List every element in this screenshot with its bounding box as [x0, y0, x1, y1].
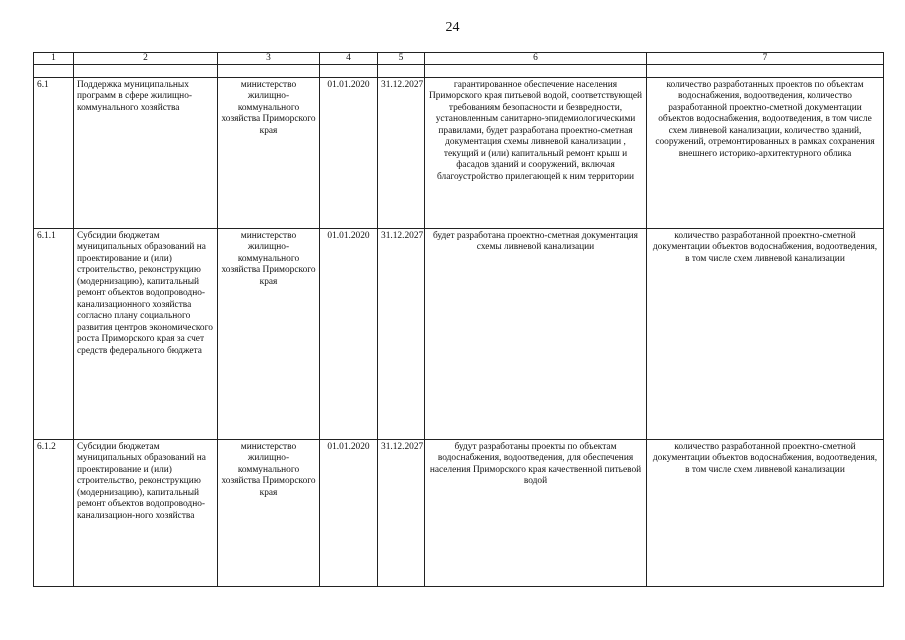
- column-number-row: [34, 53, 884, 65]
- column-number: 6: [425, 53, 647, 65]
- table-row: [34, 229, 884, 440]
- column-number: 3: [218, 53, 320, 65]
- indicator: количество разработанных проектов по объектам водоснабжения, водоотведения, количество разработанной проектно-сметной документации объектов водоснабжения, водоотведения, в том числе схем ливневой канализации, количество зданий, сооружений, отремонтированных в рамках сохранения внешнего историко-архитектурного облика: [647, 78, 884, 229]
- table-row: [34, 78, 884, 229]
- indicator: количество разработанной проектно-сметной документации объектов водоснабжения, водоотведения, в том числе схем ливневой канализации: [647, 229, 884, 440]
- executor: министерство жилищно-коммунального хозяйства Приморского края: [218, 78, 320, 229]
- expected-result: будут разработаны проекты по объектам водоснабжения, водоотведения, для обеспечения населения Приморского края качественной питьевой водой: [425, 440, 647, 587]
- page-number: 24: [445, 20, 460, 35]
- row-number: 6.1.2: [34, 440, 74, 587]
- column-number: 1: [34, 53, 74, 65]
- table-row: [34, 440, 884, 587]
- column-number: 4: [320, 53, 378, 65]
- executor: министерство жилищно-коммунального хозяйства Приморского края: [218, 440, 320, 587]
- expected-result: гарантированное обеспечение населения Приморского края питьевой водой, соответствующей требованиям безопасности и безвредности, установленным санитарно-эпидемиологическими правилами, будет разработана проектно-сметная документация схемы ливневой канализации , текущий и (или) капитальный ремонт крыш и фасадов зданий и сооружений, включая благоустройство прилегающей к ним территории: [425, 78, 647, 229]
- measure-name: Поддержка муниципальных программ в сфере жилищно-коммунального хозяйства: [74, 78, 218, 229]
- column-number: 7: [647, 53, 884, 65]
- row-number: 6.1.1: [34, 229, 74, 440]
- indicator: количество разработанной проектно-сметной документации объектов водоснабжения, водоотведения, в том числе схем ливневой канализации: [647, 440, 884, 587]
- measure-name: Субсидии бюджетам муниципальных образований на проектирование и (или) строительство, реконструкцию (модернизацию), капитальный ремонт объектов водопроводно-канализацион-ного хозяйства: [74, 440, 218, 587]
- start-date: 01.01.2020: [320, 229, 378, 440]
- spacer-row: [34, 65, 884, 78]
- end-date: 31.12.2027: [378, 229, 425, 440]
- column-number: 2: [74, 53, 218, 65]
- column-number: 5: [378, 53, 425, 65]
- expected-result: будет разработана проектно-сметная документация схемы ливневой канализации: [425, 229, 647, 440]
- start-date: 01.01.2020: [320, 440, 378, 587]
- program-table: [33, 52, 884, 587]
- end-date: 31.12.2027: [378, 78, 425, 229]
- measure-name: Субсидии бюджетам муниципальных образований на проектирование и (или) строительство, реконструкцию (модернизацию), капитальный ремонт объектов водопроводно-канализационного хозяйства согласно плану социального развития центров экономического роста Приморского края за счет средств федерального бюджета: [74, 229, 218, 440]
- row-number: 6.1: [34, 78, 74, 229]
- end-date: 31.12.2027: [378, 440, 425, 587]
- executor: министерство жилищно-коммунального хозяйства Приморского края: [218, 229, 320, 440]
- start-date: 01.01.2020: [320, 78, 378, 229]
